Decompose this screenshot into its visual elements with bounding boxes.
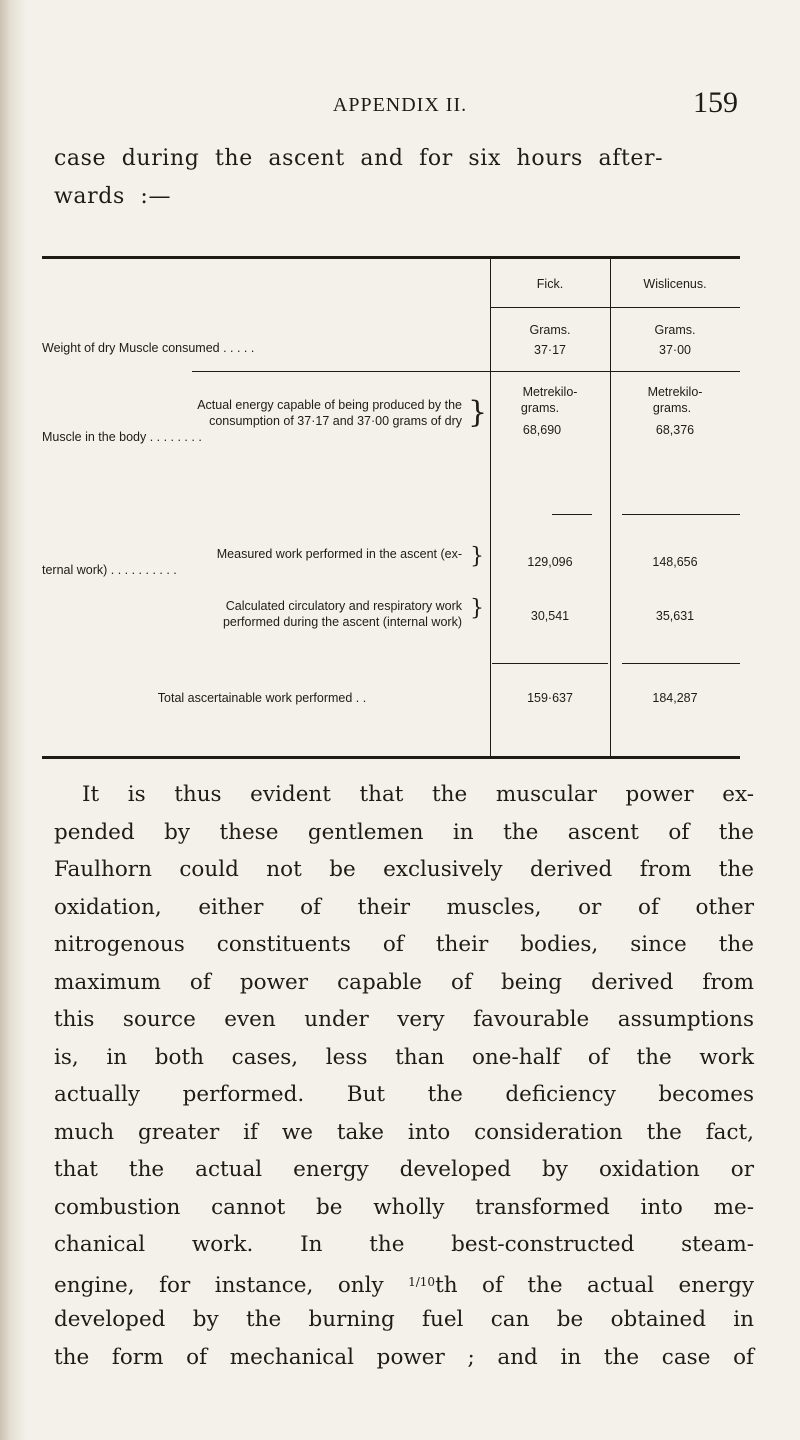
- fick-unit-metrekilo-1: Metrekilo-: [522, 385, 578, 399]
- wis-value-muscle: 37·00: [659, 343, 691, 357]
- row-label-calculated-work-1: Calculated circulatory and respiratory work: [225, 599, 462, 613]
- intro-paragraph: [54, 140, 754, 216]
- body-line: pended by these gentlemen in the ascent of the: [54, 819, 754, 845]
- wis-unit-grams: Grams.: [654, 323, 696, 337]
- row-label-actual-energy-1: Actual energy capable of being produced by the: [197, 398, 462, 412]
- row-rule-3: [492, 663, 608, 664]
- fick-value-measured: 129,096: [527, 555, 573, 569]
- body-line: chanical work. In the best-constructed steam-: [54, 1232, 754, 1257]
- col-header-fick: Fick.: [536, 277, 564, 291]
- fraction-one-tenth: 1/10: [408, 1274, 436, 1289]
- col-header-wislicenus: Wislicenus.: [643, 277, 707, 291]
- running-title: APPENDIX II.: [332, 94, 468, 116]
- fraction-before: engine, for instance, only: [54, 1272, 384, 1298]
- body-line: nitrogenous constituents of their bodies, since the: [54, 932, 754, 957]
- page-number: 159: [693, 86, 738, 119]
- header-rule: [490, 307, 740, 308]
- body-line: combustion cannot be wholly transformed into me-: [54, 1194, 754, 1220]
- row-label-measured-work-1: Measured work performed in the ascent (ex-: [216, 547, 462, 561]
- fick-unit-grams: Grams.: [529, 323, 571, 337]
- body-line: developed by the burning fuel can be obtained in: [54, 1307, 754, 1332]
- row-label-calculated-work-2: performed during the ascent (internal work): [222, 615, 462, 629]
- body-line: actually performed. But the deficiency becomes: [54, 1082, 754, 1107]
- intro-line-1: case during the ascent and for six hours after-: [54, 146, 664, 171]
- brace-icon: }: [470, 544, 484, 569]
- table-bottom-rule: [42, 756, 740, 759]
- body-line: that the actual energy developed by oxidation or: [54, 1157, 754, 1182]
- fraction-after: th of the actual energy: [435, 1272, 754, 1298]
- body-line: Faulhorn could not be exclusively derived from the: [54, 857, 754, 882]
- wis-value-measured: 148,656: [652, 555, 698, 569]
- wis-value-energy: 68,376: [655, 423, 695, 437]
- running-head: [0, 86, 800, 126]
- body-line: this source even under very favourable assumptions: [54, 1007, 754, 1032]
- body-paragraph: [54, 776, 754, 1376]
- fick-unit-metrekilo-2: grams.: [520, 401, 560, 415]
- fick-value-muscle: 37·17: [534, 343, 566, 357]
- fick-value-total: 159·637: [527, 691, 573, 705]
- body-line: It is thus evident that the muscular power ex-: [82, 782, 754, 807]
- row-rule-3b: [622, 663, 740, 664]
- wis-value-calculated: 35,631: [655, 609, 695, 623]
- wis-unit-metrekilo-1: Metrekilo-: [647, 385, 703, 399]
- row-label-actual-energy-2: consumption of 37·17 and 37·00 grams of dry: [209, 414, 462, 428]
- body-line: the form of mechanical power ; and in the case of: [54, 1344, 754, 1370]
- row-label-actual-energy-3: Muscle in the body . . . . . . . .: [42, 430, 202, 444]
- body-line: much greater if we take into consideration the fact,: [54, 1119, 754, 1145]
- row-label-muscle-consumed: Weight of dry Muscle consumed . . . . .: [42, 341, 255, 355]
- body-line: oxidation, either of their muscles, or of other: [54, 894, 754, 920]
- wis-unit-metrekilo-2: grams.: [652, 401, 692, 415]
- fick-value-calculated: 30,541: [530, 609, 570, 623]
- wis-value-total: 184,287: [652, 691, 698, 705]
- row-rule-1: [192, 371, 740, 372]
- body-line: maximum of power capable of being derived from: [54, 969, 754, 995]
- row-rule-2: [552, 514, 592, 515]
- body-line: is, in both cases, less than one-half of the work: [54, 1044, 754, 1070]
- page-edge-shadow: [0, 0, 26, 1440]
- brace-icon: }: [468, 395, 488, 430]
- row-rule-2b: [622, 514, 740, 515]
- body-line-fraction: [54, 1264, 754, 1302]
- table-top-rule: [42, 256, 740, 259]
- row-label-total: Total ascertainable work performed . .: [157, 691, 367, 705]
- intro-line-2: wards :—: [54, 184, 172, 209]
- row-label-measured-work-2: ternal work) . . . . . . . . . .: [42, 563, 177, 577]
- brace-icon: }: [470, 596, 484, 621]
- work-comparison-table: [42, 256, 740, 760]
- fick-value-energy: 68,690: [522, 423, 562, 437]
